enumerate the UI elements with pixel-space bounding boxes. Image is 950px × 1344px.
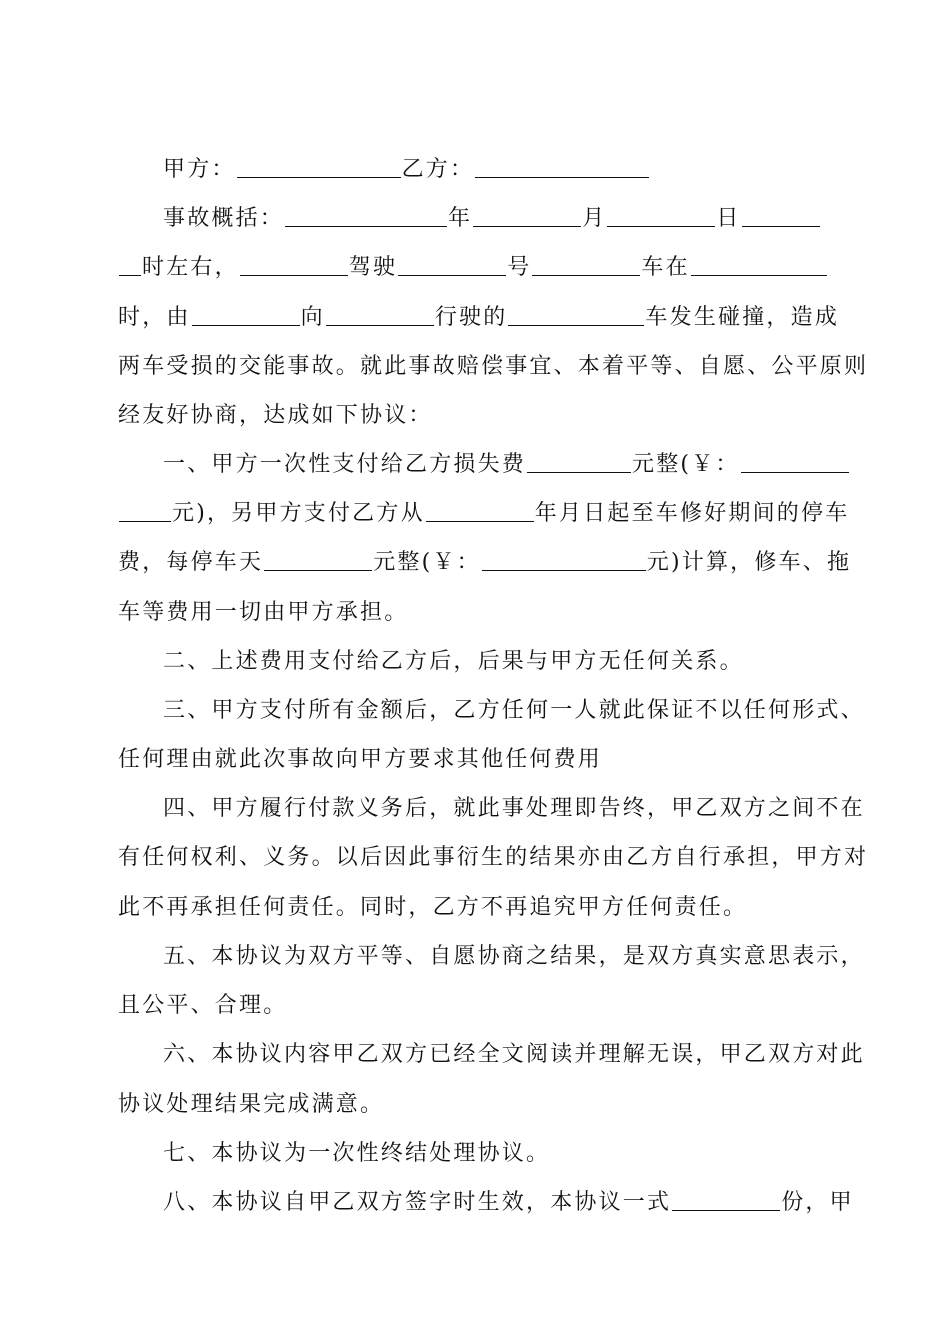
from-blank — [192, 303, 300, 326]
body-line: 此不再承担任何责任。同时，乙方不再追究甲方任何责任。 — [118, 895, 748, 920]
clause-7-line: 七、本协议为一次性终结处理协议。 — [163, 1141, 551, 1166]
body-line: 经友好协商，达成如下协议： — [118, 403, 433, 428]
daily-fee-text: 费，每停车天 — [118, 550, 264, 575]
clause-6-line: 六、本协议内容甲乙双方已经全文阅读并理解无误，甲乙双方对此 — [163, 1042, 865, 1067]
party-a-label: 甲方： — [163, 157, 236, 182]
party-a-blank — [237, 155, 401, 178]
clause-4-line: 四、甲方履行付款义务后，就此事处理即告终，甲乙双方之间不在 — [163, 796, 865, 821]
clause-1-text: 一、甲方一次性支付给乙方损失费 — [163, 452, 527, 477]
summary-label: 事故概括： — [163, 206, 285, 231]
loss-amount-blank — [527, 450, 631, 473]
hour-blank — [742, 204, 820, 227]
parking-text: 元)，另甲方支付乙方从 — [172, 501, 425, 526]
time-label: 时左右， — [142, 255, 239, 280]
clause-1-line-2 — [118, 499, 850, 529]
clause-5-line: 五、本协议为双方平等、自愿协商之结果，是双方真实意思表示， — [163, 944, 865, 969]
plate-blank — [398, 253, 506, 276]
repair-text: 元)计算，修车、拖 — [646, 550, 852, 575]
clause-2-line: 二、上述费用支付给乙方后，后果与甲方无任何关系。 — [163, 649, 744, 674]
other-vehicle-blank — [508, 303, 644, 326]
direction-blank — [326, 303, 434, 326]
accident-direction-line — [118, 303, 840, 333]
daily-fee-blank — [264, 548, 372, 571]
drive-label: 驾驶 — [348, 255, 398, 280]
driving-label: 行驶的 — [434, 305, 508, 330]
body-line: 协议处理结果完成满意。 — [118, 1092, 385, 1117]
number-label: 号 — [507, 255, 532, 280]
toward-label: 向 — [300, 305, 325, 330]
parking-period-text: 年月日起至车修好期间的停车 — [534, 501, 850, 526]
driver-blank — [240, 253, 348, 276]
body-line: 车等费用一切由甲方承担。 — [118, 600, 409, 625]
accident-summary-line — [163, 204, 832, 234]
daily-number-blank — [482, 548, 646, 571]
month-blank — [473, 204, 581, 227]
vehicle-blank — [532, 253, 640, 276]
clause-8-line — [163, 1188, 854, 1218]
currency-label: 元整(￥： — [632, 452, 740, 477]
body-line: 两车受损的交能事故。就此事故赔偿事宜、本着平等、自愿、公平原则 — [118, 354, 869, 379]
body-line: 且公平、合理。 — [118, 993, 288, 1018]
parking-start-blank — [426, 499, 534, 522]
day-blank — [607, 204, 715, 227]
hour-blank-cont — [119, 253, 141, 276]
clause-3-line: 三、甲方支付所有金额后，乙方任何一人就此保证不以任何形式、 — [163, 698, 865, 723]
year-label: 年 — [448, 206, 473, 231]
month-label: 月 — [582, 206, 607, 231]
party-b-label: 乙方： — [401, 157, 475, 182]
day-label: 日 — [716, 206, 741, 231]
copies-blank — [672, 1188, 780, 1211]
body-line: 有任何权利、义务。以后因此事衍生的结果亦由乙方自行承担，甲方对 — [118, 845, 869, 870]
copies-label: 份，甲 — [781, 1190, 854, 1215]
location-label: 车在 — [641, 255, 690, 280]
loss-number-blank-cont — [119, 499, 171, 522]
party-line — [163, 155, 832, 185]
party-b-blank — [475, 155, 649, 178]
clause-1-line — [163, 450, 832, 480]
accident-time-line — [118, 253, 832, 283]
collision-text: 车发生碰撞，造成 — [645, 305, 840, 330]
from-label: 时，由 — [118, 305, 191, 330]
clause-8-text: 八、本协议自甲乙双方签字时生效，本协议一式 — [163, 1190, 672, 1215]
location-blank — [691, 253, 827, 276]
body-line: 任何理由就此次事故向甲方要求其他任何费用 — [118, 747, 603, 772]
year-blank — [285, 204, 447, 227]
loss-number-blank — [741, 450, 849, 473]
clause-1-line-3 — [118, 548, 852, 578]
daily-currency-label: 元整(￥： — [373, 550, 481, 575]
